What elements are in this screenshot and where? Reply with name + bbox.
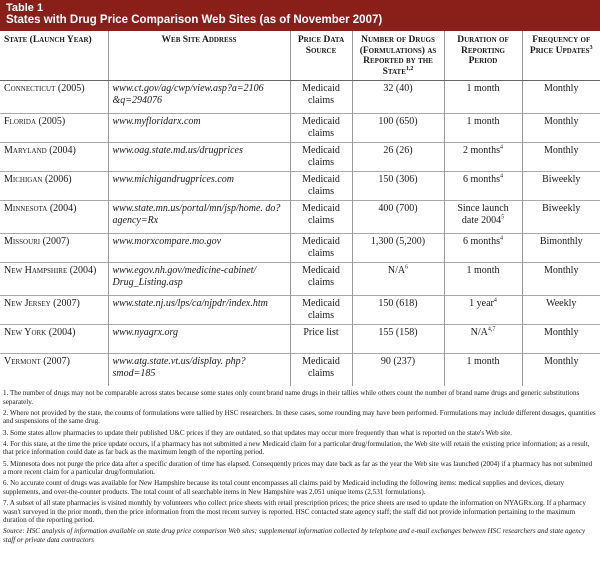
cell-web-site[interactable]: www.michigandrugprices.com [108, 172, 290, 201]
footnote: 5. Minnesota does not purge the price data after a specific duration of time has elapsed. Consequently prices may date back as far as the year the Web site was launched (2004) if a pharmacy has not submitted a more recent claim for a particular drug/formulation. [3, 459, 593, 477]
col-header-duration: Duration of Reporting Period [444, 31, 522, 81]
table-row [0, 114, 600, 143]
cell-number-of-drugs: 32 (40) [352, 81, 444, 114]
footnote: 7. A subset of all state pharmacies is visited monthly by volunteers who collect price sheets with retail prescription prices; the price sheets are used to update the information on NYAGRx.org. If a pharmacy wasn't surveyed in the prior month, then the price information from the most recent survey is reported. HSC contacted state agency staff; the staff did not provide information pertaining to the maximum duration of the reporting period. [3, 499, 586, 525]
cell-duration: Since launch date 2004$^5$ [444, 201, 522, 234]
cell-state: New York (2004) [0, 325, 108, 354]
cell-number-of-drugs: 155 (158) [352, 325, 444, 354]
cell-duration: 1 month [444, 81, 522, 114]
cell-web-site[interactable]: www.egov.nh.gov/medicine-cabinet/ Drug_Listing.asp [108, 263, 290, 296]
cell-web-site[interactable]: www.state.mn.us/portal/mn/jsp/home. do?agency=Rx [108, 201, 290, 234]
cell-number-of-drugs: 150 (306) [352, 172, 444, 201]
table-row [0, 201, 600, 234]
table-row [0, 325, 600, 354]
footnote: 4. For this state, at the time the price update occurs, if a pharmacy has not submitted a new Medicaid claim for a particular drug/formulation, the Web site will retain the existing price information; as a result, that price information could date as far back as the maximum length of the reporting period. [3, 439, 590, 457]
table-row [0, 143, 600, 172]
table-label: Table 1 [6, 2, 44, 14]
cell-frequency: Monthly [522, 81, 600, 114]
table-row [0, 172, 600, 201]
cell-state: Maryland (2004) [0, 143, 108, 172]
cell-duration: 1 month [444, 263, 522, 296]
cell-duration: $N/A^{4,7}$ [444, 325, 522, 354]
footnote: 6. No accurate count of drugs was available for New Hampshire because its total count encompasses all claims paid by Medicaid including the following items: medical supplies and devices, dietary supplements, and over-the-counter products. The total count of all searchable items in New Hampshire was 2,051 unique items (2,531 formulations). [3, 479, 565, 496]
cell-number-of-drugs: 150 (618) [352, 296, 444, 325]
cell-web-site[interactable]: www.state.nj.us/lps/ca/njpdr/index.htm [108, 296, 290, 325]
cell-price-source: Medicaid claims [290, 143, 352, 172]
cell-number-of-drugs: 90 (237) [352, 354, 444, 387]
table-title: States with Drug Price Comparison Web Sites (as of November 2007) [6, 14, 383, 26]
footnote: 1. The number of drugs may not be comparable across states because some states only count brand name drugs in their tallies while others count the number of brand name drugs and generic substitutions separately. [3, 389, 580, 406]
cell-state: New Jersey (2007) [0, 296, 108, 325]
footnotes [0, 386, 600, 545]
cell-frequency: Monthly [522, 143, 600, 172]
cell-web-site[interactable]: www.ct.gov/ag/cwp/view.asp?a=2106 &q=294076 [108, 81, 290, 114]
cell-state: Florida (2005) [0, 114, 108, 143]
cell-duration: 6 months$^4$ [444, 172, 522, 201]
cell-state: Minnesota (2004) [0, 201, 108, 234]
cell-price-source: Medicaid claims [290, 114, 352, 143]
col-header-state: State (Launch Year) [0, 31, 108, 81]
cell-number-of-drugs: 26 (26) [352, 143, 444, 172]
footnote: 3. Some states allow pharmacies to update their published U&C prices if they are outdated, so that updates may occur more frequently than what is reported on the state's Web site. [3, 428, 513, 437]
cell-price-source: Price list [290, 325, 352, 354]
cell-web-site[interactable]: www.nyagrx.org [108, 325, 290, 354]
drug-price-table [0, 31, 600, 386]
table-row [0, 234, 600, 263]
cell-number-of-drugs: 1,300 (5,200) [352, 234, 444, 263]
cell-price-source: Medicaid claims [290, 234, 352, 263]
cell-duration: 1 year$^4$ [444, 296, 522, 325]
col-header-web-site: Web Site Address [108, 31, 290, 81]
cell-duration: 1 month [444, 354, 522, 387]
col-header-price-source: Price Data Source [290, 31, 352, 81]
cell-state: Michigan (2006) [0, 172, 108, 201]
footnote: 2. Where not provided by the state, the counts of formulations were tallied by HSC researchers. In these cases, some rounding may have been performed. Formulations may include different dosages, quantities and suspensions of the same drug. [3, 408, 596, 426]
cell-number-of-drugs: 100 (650) [352, 114, 444, 143]
col-header-number-of-drugs: Number of Drugs (Formulations) as Reported by the State$^{1,2}$ [352, 31, 444, 81]
cell-frequency: Biweekly [522, 201, 600, 234]
cell-frequency: Monthly [522, 354, 600, 387]
source-note: Source: HSC analysis of information available on state drug price comparison Web sites; supplemental information collected by telephone and e-mail exchanges between HSC researchers and state agency staff or private data contractors [3, 527, 586, 545]
cell-state: Missouri (2007) [0, 234, 108, 263]
cell-price-source: Medicaid claims [290, 263, 352, 296]
cell-web-site[interactable]: www.myfloridarx.com [108, 114, 290, 143]
table-row [0, 354, 600, 387]
cell-price-source: Medicaid claims [290, 172, 352, 201]
cell-duration: 6 months$^4$ [444, 234, 522, 263]
cell-web-site[interactable]: www.morxcompare.mo.gov [108, 234, 290, 263]
cell-price-source: Medicaid claims [290, 81, 352, 114]
cell-frequency: Monthly [522, 325, 600, 354]
cell-price-source: Medicaid claims [290, 354, 352, 387]
cell-number-of-drugs: $N/A^6$ [352, 263, 444, 296]
cell-frequency: Weekly [522, 296, 600, 325]
table-row [0, 81, 600, 114]
cell-duration: 1 month [444, 114, 522, 143]
cell-web-site[interactable]: www.atg.state.vt.us/display. php?smod=185 [108, 354, 290, 387]
cell-frequency: Bimonthly [522, 234, 600, 263]
table-header-banner [0, 0, 600, 31]
cell-frequency: Biweekly [522, 172, 600, 201]
table-row [0, 296, 600, 325]
cell-web-site[interactable]: www.oag.state.md.us/drugprices [108, 143, 290, 172]
cell-duration: 2 months$^4$ [444, 143, 522, 172]
cell-state: Connecticut (2005) [0, 81, 108, 114]
table-row [0, 263, 600, 296]
cell-price-source: Medicaid claims [290, 296, 352, 325]
cell-price-source: Medicaid claims [290, 201, 352, 234]
cell-number-of-drugs: 400 (700) [352, 201, 444, 234]
col-header-frequency: Frequency of Price Updates$^3$ [522, 31, 600, 81]
cell-frequency: Monthly [522, 263, 600, 296]
cell-state: New Hampshire (2004) [0, 263, 108, 296]
cell-frequency: Monthly [522, 114, 600, 143]
cell-state: Vermont (2007) [0, 354, 108, 387]
header-row [0, 31, 600, 81]
